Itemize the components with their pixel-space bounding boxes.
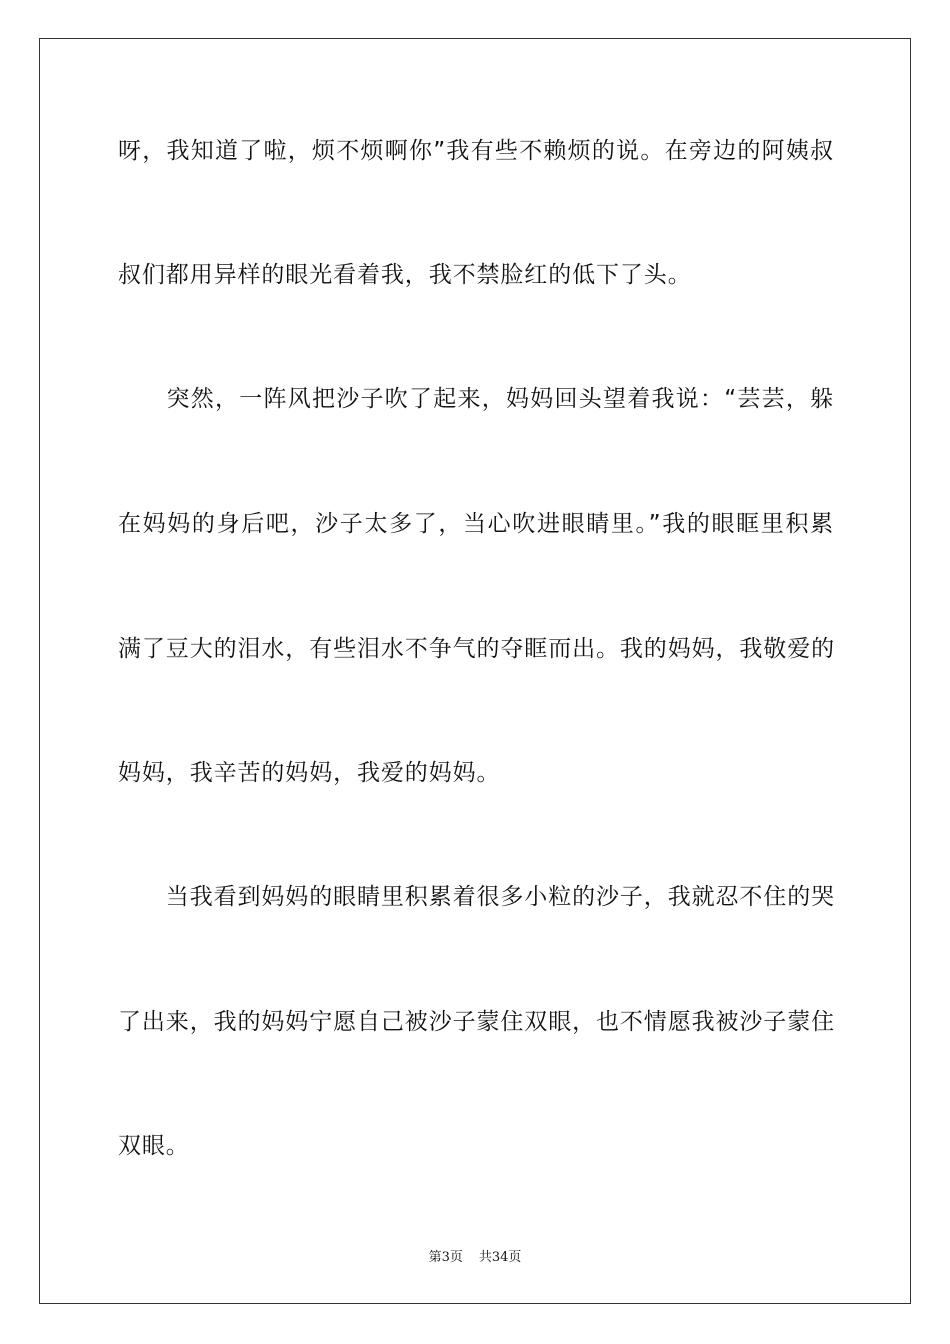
text-line-3: 突然，一阵风把沙子吹了起来，妈妈回头望着我说：“芸芸，躲 <box>118 386 834 412</box>
text-line-1: 呀，我知道了啦，烦不烦啊你”我有些不赖烦的说。在旁边的阿姨叔 <box>118 138 834 164</box>
text-line-8: 了出来，我的妈妈宁愿自己被沙子蒙住双眼，也不情愿我被沙子蒙住 <box>118 1009 835 1035</box>
total-pages: 共34页 <box>478 1250 522 1265</box>
text-line-5: 满了豆大的泪水，有些泪水不争气的夺眶而出。我的妈妈，我敬爱的 <box>118 636 835 662</box>
text-line-9: 双眼。 <box>118 1133 190 1159</box>
text-line-2: 叔们都用异样的眼光看着我，我不禁脸红的低下了头。 <box>118 262 692 288</box>
page-number: 第3页 <box>428 1250 463 1265</box>
page-border <box>39 38 911 1304</box>
text-line-4: 在妈妈的身后吧，沙子太多了，当心吹进眼睛里。”我的眼眶里积累 <box>118 511 834 537</box>
page-footer <box>0 1246 950 1265</box>
text-line-6: 妈妈，我辛苦的妈妈，我爱的妈妈。 <box>118 760 501 786</box>
text-line-7: 当我看到妈妈的眼睛里积累着很多小粒的沙子，我就忍不住的哭 <box>118 884 835 910</box>
